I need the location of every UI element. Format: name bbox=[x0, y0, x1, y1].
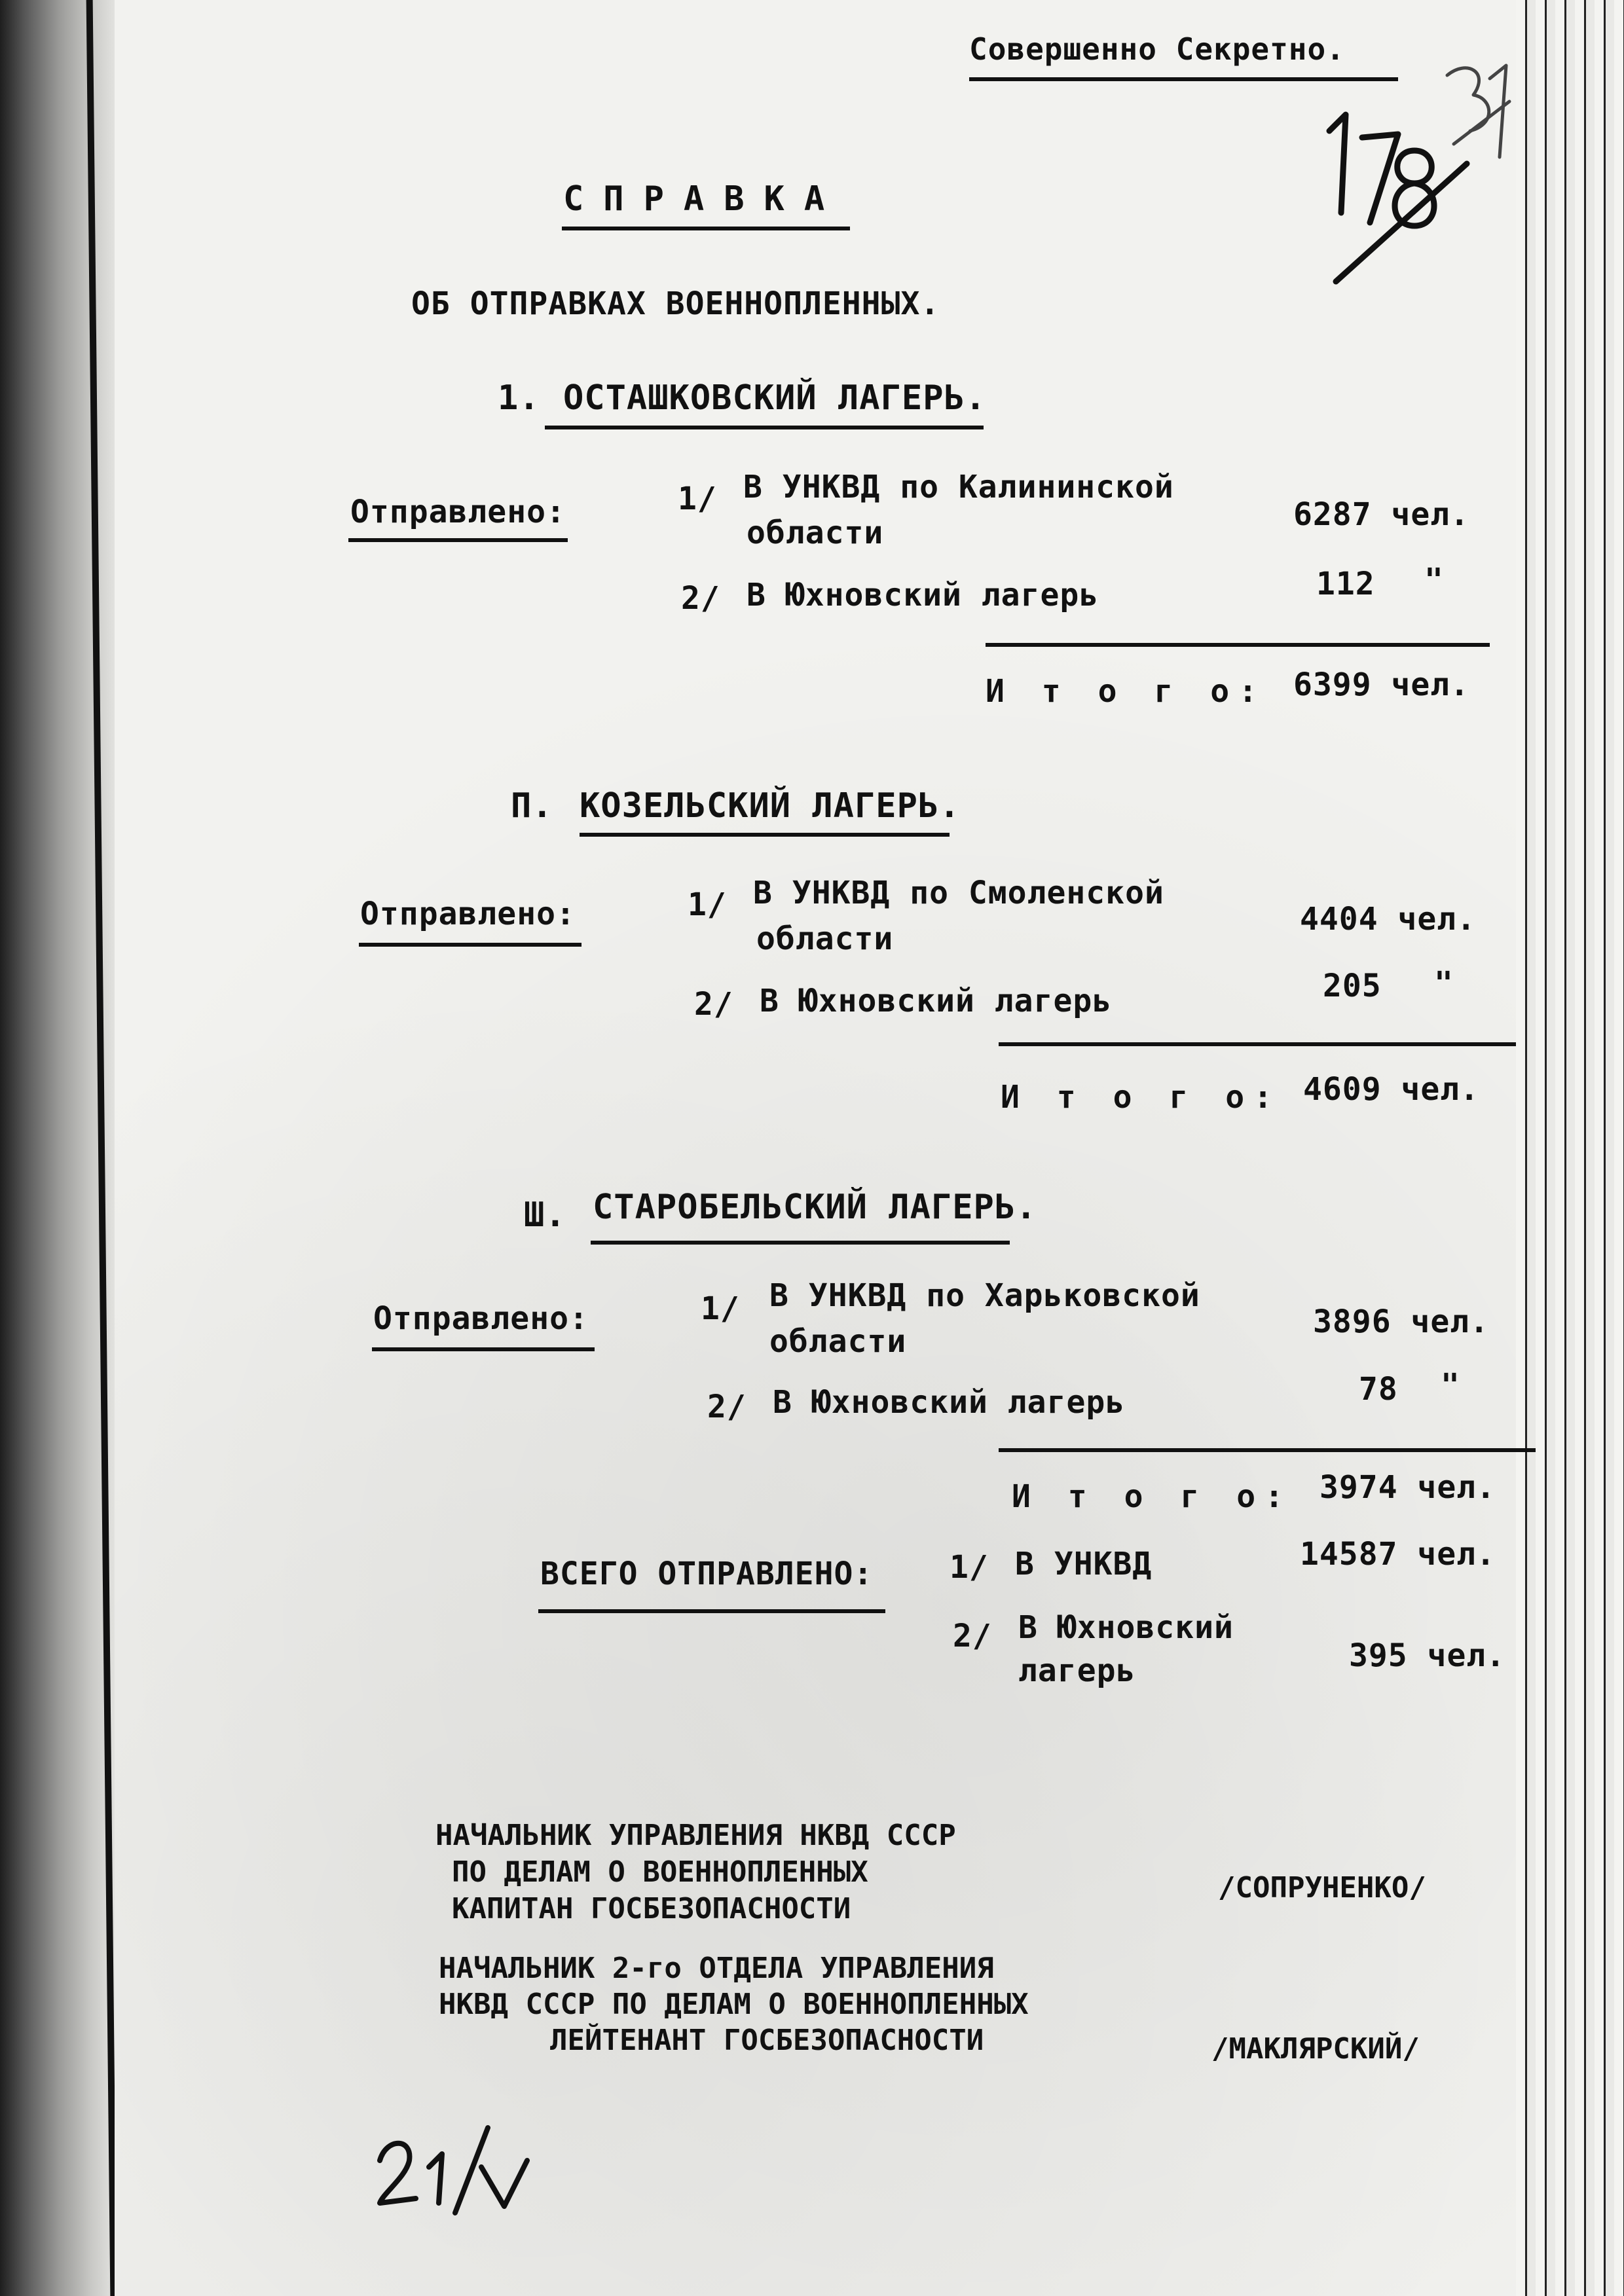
signature-1-title-line-3: КАПИТАН ГОСБЕЗОПАСНОСТИ bbox=[452, 1892, 851, 1925]
section-2-heading: КОЗЕЛЬСКИЙ ЛАГЕРЬ. bbox=[580, 786, 961, 826]
section-1-item-1-text: В УНКВД по Калининской bbox=[743, 469, 1174, 505]
section-2-item-1-value: 4404 чел. bbox=[1300, 901, 1477, 938]
document-subtitle: ОБ ОТПРАВКАХ ВОЕННОПЛЕННЫХ. bbox=[411, 285, 940, 322]
section-3-item-1-value: 3896 чел. bbox=[1313, 1303, 1490, 1340]
grand-total-item-1-number: 1/ bbox=[950, 1549, 989, 1586]
section-1-item-1-text-cont: области bbox=[747, 515, 884, 551]
archive-number-mark bbox=[1310, 52, 1519, 334]
section-3-item-2-value: 78 bbox=[1359, 1371, 1398, 1408]
signature-1-name: /СОПРУНЕНКО/ bbox=[1218, 1871, 1426, 1904]
section-1-item-2-text: В Юхновский лагерь bbox=[747, 577, 1099, 613]
section-2-total-value: 4609 чел. bbox=[1303, 1071, 1480, 1108]
section-1-total-value: 6399 чел. bbox=[1293, 666, 1470, 703]
section-3-total-label: И т о г о: bbox=[1012, 1478, 1293, 1515]
scan-shadow-left bbox=[0, 0, 115, 2296]
section-1-total-label: И т о г о: bbox=[986, 673, 1266, 710]
section-2-total-label: И т о г о: bbox=[1001, 1079, 1282, 1116]
grand-total-item-1-value: 14587 чел. bbox=[1300, 1536, 1496, 1573]
section-1-item-1-value: 6287 чел. bbox=[1293, 496, 1470, 533]
grand-total-item-2-text-cont: лагерь bbox=[1018, 1652, 1136, 1689]
section-2-item-2-value: 205 bbox=[1323, 968, 1382, 1004]
section-3-item-1-text: В УНКВД по Харьковской bbox=[769, 1277, 1200, 1314]
section-1-underline bbox=[545, 426, 984, 429]
grand-total-item-2-text: В Юхновский bbox=[1018, 1609, 1234, 1646]
section-2-sent-underline bbox=[359, 943, 581, 947]
section-3-item-1-text-cont: области bbox=[769, 1323, 907, 1360]
handwritten-date-note bbox=[373, 2121, 544, 2219]
section-3-underline bbox=[591, 1241, 1010, 1245]
signature-2-title-line-2: НКВД СССР ПО ДЕЛАМ О ВОЕННОПЛЕННЫХ bbox=[439, 1988, 1029, 2021]
section-3-sent-underline bbox=[372, 1347, 595, 1351]
section-3-heading: СТАРОБЕЛЬСКИЙ ЛАГЕРЬ. bbox=[593, 1188, 1037, 1227]
signature-2-name: /МАКЛЯРСКИЙ/ bbox=[1211, 2032, 1420, 2066]
section-3-ditto-mark: " bbox=[1441, 1367, 1460, 1404]
signature-2-title-line-3: ЛЕЙТЕНАНТ ГОСБЕЗОПАСНОСТИ bbox=[550, 2024, 984, 2057]
section-1-item-2-number: 2/ bbox=[681, 580, 720, 617]
section-3-item-2-text: В Юхновский лагерь bbox=[773, 1384, 1126, 1421]
signature-1-title-line-2: ПО ДЕЛАМ О ВОЕННОПЛЕННЫХ bbox=[452, 1855, 868, 1889]
section-1-heading: ОСТАШКОВСКИЙ ЛАГЕРЬ. bbox=[563, 378, 987, 418]
section-3-item-1-number: 1/ bbox=[701, 1290, 740, 1327]
signature-1-title-line-1: НАЧАЛЬНИК УПРАВЛЕНИЯ НКВД СССР bbox=[435, 1819, 956, 1852]
section-1-number: 1. bbox=[498, 378, 540, 418]
section-2-item-1-text-cont: области bbox=[756, 920, 894, 957]
document-title: СПРАВКА bbox=[563, 179, 845, 219]
signature-2-title-line-1: НАЧАЛЬНИК 2-го ОТДЕЛА УПРАВЛЕНИЯ bbox=[439, 1952, 994, 1985]
section-3-number: Ш. bbox=[524, 1195, 566, 1235]
stacked-page-edges bbox=[1516, 0, 1624, 2296]
section-2-item-1-number: 1/ bbox=[688, 886, 727, 923]
section-2-item-2-text: В Юхновский лагерь bbox=[760, 983, 1113, 1019]
section-3-total-rule bbox=[999, 1448, 1536, 1452]
section-1-item-2-value: 112 bbox=[1316, 566, 1375, 602]
section-2-underline bbox=[580, 833, 950, 837]
section-2-ditto-mark: " bbox=[1434, 965, 1454, 1002]
section-2-item-2-number: 2/ bbox=[694, 986, 733, 1023]
section-1-item-1-number: 1/ bbox=[678, 481, 717, 517]
section-2-number: П. bbox=[511, 786, 553, 826]
classification-stamp: Совершенно Секретно. bbox=[969, 31, 1345, 67]
section-1-sent-underline bbox=[348, 538, 568, 542]
grand-total-item-2-value: 395 чел. bbox=[1349, 1637, 1506, 1674]
section-2-item-1-text: В УНКВД по Смоленской bbox=[753, 875, 1164, 911]
section-1-total-rule bbox=[986, 643, 1490, 647]
grand-total-label: ВСЕГО ОТПРАВЛЕНО: bbox=[540, 1556, 874, 1592]
grand-total-item-2-number: 2/ bbox=[953, 1618, 992, 1654]
section-1-sent-label: Отправлено: bbox=[350, 494, 566, 530]
section-3-sent-label: Отправлено: bbox=[373, 1300, 589, 1337]
title-underline bbox=[562, 227, 850, 230]
section-3-item-2-number: 2/ bbox=[707, 1389, 747, 1425]
section-2-total-rule bbox=[999, 1042, 1516, 1046]
grand-total-underline bbox=[538, 1609, 885, 1613]
grand-total-item-1-text: В УНКВД bbox=[1015, 1546, 1153, 1582]
section-3-total-value: 3974 чел. bbox=[1320, 1469, 1496, 1506]
section-2-sent-label: Отправлено: bbox=[360, 896, 576, 932]
section-1-ditto-mark: " bbox=[1424, 562, 1444, 598]
